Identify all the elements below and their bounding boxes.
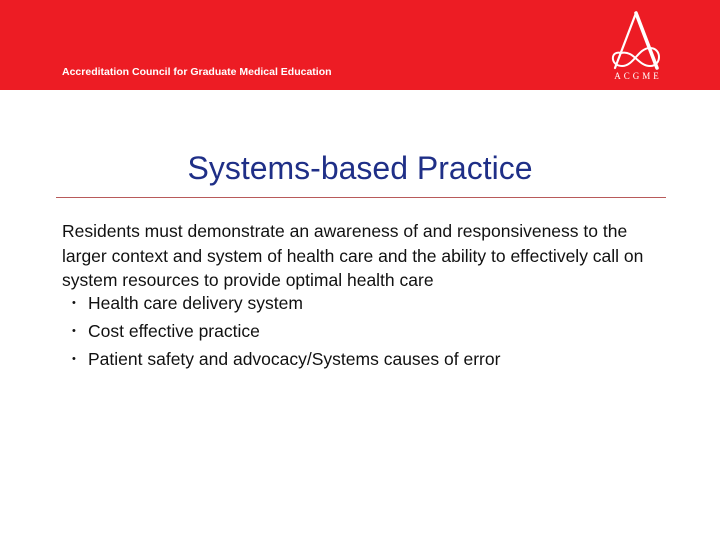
organization-name: Accreditation Council for Graduate Medical Education: [62, 66, 332, 78]
bullet-icon: •: [72, 353, 76, 365]
bullet-text: Cost effective practice: [88, 321, 260, 341]
bullet-text: Health care delivery system: [88, 293, 303, 313]
bullet-text: Patient safety and advocacy/Systems causes of error: [88, 349, 501, 369]
bullet-icon: •: [72, 297, 76, 309]
acgme-logo-icon: [604, 10, 668, 72]
bullet-icon: •: [72, 325, 76, 337]
list-item: [62, 345, 500, 373]
bullet-list: [62, 289, 500, 373]
header-banner: [0, 0, 720, 90]
title-divider: [56, 197, 666, 198]
slide-title: Systems-based Practice: [187, 150, 533, 186]
logo-text: ACGME: [614, 71, 662, 81]
intro-paragraph: Residents must demonstrate an awareness of and responsiveness to the larger context and system of health care and the ability to effectively call on system resources to provide optimal health care: [62, 221, 644, 290]
list-item: [62, 289, 500, 317]
list-item: [62, 317, 500, 345]
